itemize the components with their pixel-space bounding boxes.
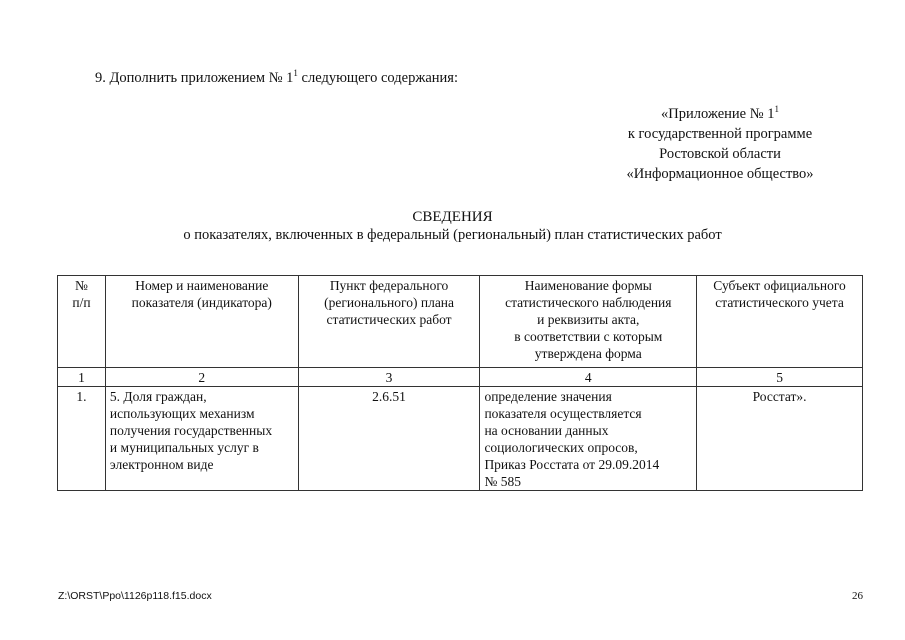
header-line: Наименование формы: [524, 278, 652, 293]
row-number: 1.: [58, 387, 106, 491]
column-number: 1: [58, 368, 106, 387]
header-line: статистических работ: [326, 312, 452, 327]
appendix-line-2: к государственной программе: [627, 126, 813, 142]
statistics-table: [57, 275, 863, 491]
indicator-cell: [105, 387, 298, 491]
cell-line: показателя осуществляется: [484, 406, 642, 421]
header-col-1: [58, 276, 106, 368]
form-cell: [480, 387, 697, 491]
cell-line: и муниципальных услуг в: [109, 440, 259, 455]
header-line: (регионального) плана: [324, 295, 455, 310]
document-title: СВЕДЕНИЯ: [412, 209, 493, 225]
column-number: 2: [105, 368, 298, 387]
plan-item-cell: 2.6.51: [298, 387, 480, 491]
header-line: показателя (индикатора): [131, 295, 272, 310]
table-header-row: [58, 276, 863, 368]
header-line: Субъект официального: [713, 278, 846, 293]
column-number: 4: [480, 368, 697, 387]
header-line: в соответствии с которым: [514, 329, 663, 344]
appendix-superscript: 1: [774, 104, 779, 114]
cell-line: 5. Доля граждан,: [109, 389, 207, 404]
header-line: и реквизиты акта,: [537, 312, 640, 327]
header-col-5: [697, 276, 863, 368]
cell-line: электронном виде: [109, 457, 214, 472]
appendix-line-1: [600, 104, 840, 124]
subject-cell: Росстат».: [697, 387, 863, 491]
column-number-row: [58, 368, 863, 387]
appendix-line-4: «Информационное общество»: [626, 166, 814, 182]
cell-line: определение значения: [484, 389, 612, 404]
table-row: [58, 387, 863, 491]
column-number: 3: [298, 368, 480, 387]
column-number: 5: [697, 368, 863, 387]
cell-line: на основании данных: [484, 423, 609, 438]
header-line: Пункт федерального: [329, 278, 449, 293]
appendix-line-3: Ростовской области: [659, 146, 781, 162]
intro-tail: следующего содержания:: [297, 70, 458, 86]
header-col-2: [105, 276, 298, 368]
header-col-3: [298, 276, 480, 368]
header-col-4: [480, 276, 697, 368]
footer-file-path: Z:\ORST\Ppo\1126p118.f15.docx: [58, 590, 212, 602]
header-line: утверждена форма: [534, 346, 642, 361]
header-line: статистического наблюдения: [505, 295, 672, 310]
page-number: 26: [852, 590, 863, 602]
header-line: п/п: [72, 295, 91, 310]
intro-text: 9. Дополнить приложением № 1: [95, 70, 294, 86]
document-subtitle: о показателях, включенных в федеральный (региональный) план статистических работ: [183, 227, 722, 243]
intro-superscript: 1: [293, 68, 298, 78]
header-line: Номер и наименование: [135, 278, 269, 293]
cell-line: Приказ Росстата от 29.09.2014: [484, 457, 660, 472]
cell-line: № 585: [484, 474, 521, 489]
cell-line: социологических опросов,: [484, 440, 638, 455]
cell-line: получения государственных: [109, 423, 273, 438]
header-line: №: [75, 278, 88, 293]
appendix-block: [600, 104, 840, 184]
intro-paragraph: [95, 70, 458, 87]
header-line: статистического учета: [715, 295, 844, 310]
appendix-title: «Приложение № 1: [661, 106, 775, 122]
cell-line: использующих механизм: [109, 406, 255, 421]
